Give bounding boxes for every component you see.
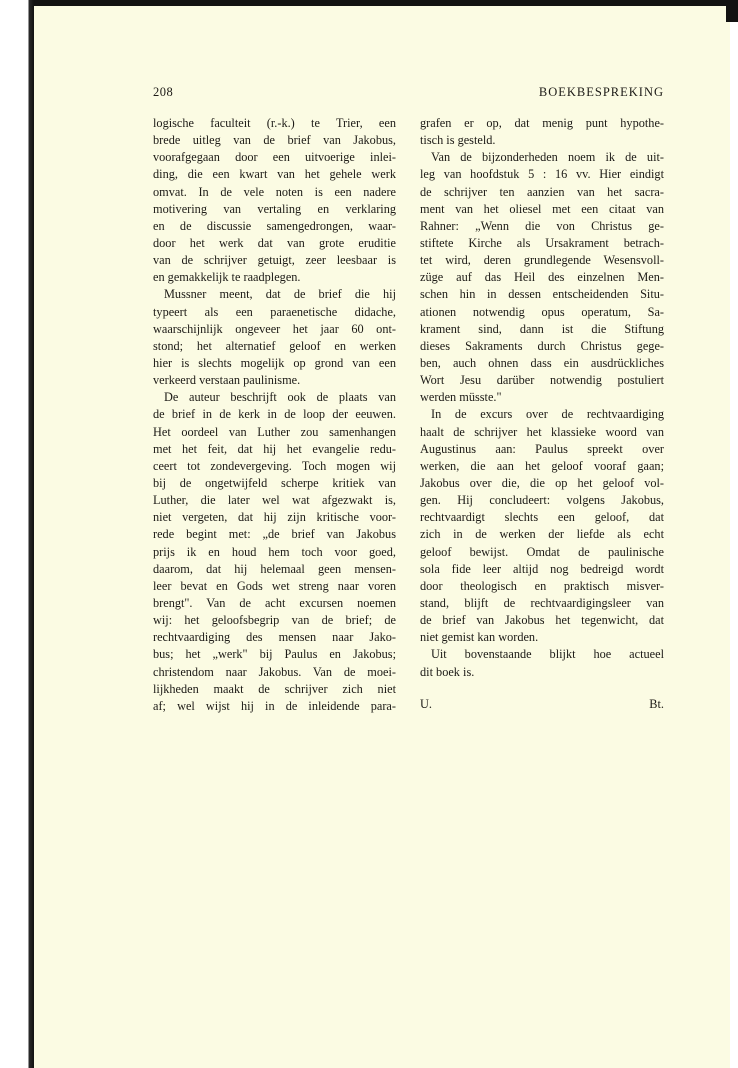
- signature-left: U.: [420, 697, 432, 711]
- text-line: en de discussie samengedrongen, waar-: [153, 218, 396, 233]
- text-line: geloof bewijst. Omdat de paulinische: [420, 544, 664, 559]
- text-line: ding, die een kwart van het gehele werk: [153, 167, 396, 182]
- text-line: brengt". Van de acht excursen noemen: [153, 595, 396, 610]
- text-line: stond; het alternatief geloof en werken: [153, 338, 396, 353]
- scan-corner-mark: [726, 0, 738, 22]
- page-number: 208: [153, 85, 174, 99]
- text-line: rechtvaardigt slechts een geloof, dat: [420, 510, 664, 525]
- text-line: Wort Jesu darüber notwendig postuliert: [420, 373, 664, 388]
- text-line: sola fide leer altijd nog bedreigd wordt: [420, 561, 664, 576]
- signature-line: [420, 697, 664, 715]
- text-line: Luther, die later wel wat afgezwakt is,: [153, 493, 396, 508]
- text-line: voorafgegaan door een uitvoerige inlei-: [153, 150, 396, 165]
- text-line: door theologisch en praktisch misver-: [420, 578, 664, 593]
- text-line: Mussner meent, dat de brief die hij: [164, 287, 396, 302]
- text-line: In de excurs over de rechtvaardiging: [431, 407, 664, 422]
- text-line: ceert tot zondevergeving. Toch mogen wij: [153, 458, 396, 473]
- text-line: en gemakkelijk te raadplegen.: [153, 270, 301, 285]
- text-line: ment van het oliesel met een citaat van: [420, 201, 664, 216]
- text-line: werken, die aan het geloof vooraf gaan;: [420, 458, 664, 473]
- text-line: prijs ik en houd hem toch voor goed,: [153, 544, 396, 559]
- text-line: van de schrijver getuigt, zeer leesbaar is: [153, 253, 396, 268]
- left-column: [153, 115, 396, 715]
- text-line: ationen notwendig opus operatum, Sa-: [420, 304, 664, 319]
- text-line: rede begint met: „de brief van Jakobus: [153, 527, 396, 542]
- text-line: verkeerd verstaan paulinisme.: [153, 373, 301, 388]
- text-line: gen. Hij concludeert: volgens Jakobus,: [420, 493, 664, 508]
- text-line: werden müsste.": [420, 390, 502, 405]
- text-line: De auteur beschrijft ook de plaats van: [164, 390, 396, 405]
- signature-right: Bt.: [649, 697, 664, 711]
- text-line: daarom, dat hij helemaal geen mensen-: [153, 561, 396, 576]
- text-line: waarschijnlijk ongeveer het jaar 60 ont-: [153, 321, 396, 336]
- text-line: met het feit, dat hij het evangelie redu-: [153, 441, 396, 456]
- text-line: wij: het geloofsbegrip van de brief; de: [153, 613, 396, 628]
- text-line: stand, blijft de rechtvaardigingsleer van: [420, 595, 664, 610]
- text-line: dieses Sakraments durch Christus gege-: [420, 338, 664, 353]
- text-line: motivering van vertaling en verklaring: [153, 201, 396, 216]
- text-line: haalt de schrijver het klassieke woord van: [420, 424, 664, 439]
- text-line: Het oordeel van Luther zou samenhangen: [153, 424, 396, 439]
- text-line: grafen er op, dat menig punt hypothe-: [420, 116, 664, 130]
- text-line: ben, auch ohnen dass ein ausdrückliches: [420, 355, 664, 370]
- text-line: hier is slechts mogelijk op grond van een: [153, 355, 396, 370]
- text-line: Jakobus over die, die op het geloof vol-: [420, 475, 664, 490]
- text-line: bus; het „werk" bij Paulus en Jakobus;: [153, 647, 396, 662]
- text-line: Uit bovenstaande blijkt hoe actueel: [431, 647, 664, 662]
- text-line: de brief in de kerk in de loop der eeuwen.: [153, 407, 396, 422]
- text-line: rechtvaardiging des mensen naar Jako-: [153, 630, 396, 645]
- text-line: brede uitleg van de brief van Jakobus,: [153, 133, 396, 148]
- text-line: schen hin in dessen entscheidenden Situ-: [420, 287, 664, 302]
- scan-right-edge: [730, 0, 738, 1068]
- running-title: BOEKBESPREKING: [538, 85, 664, 99]
- text-line: zich in de werken der liefde als echt: [420, 527, 664, 542]
- text-line: bij de ongetwijfeld scherpe kritiek van: [153, 475, 396, 490]
- text-line: tisch is gesteld.: [420, 133, 496, 148]
- scan-left-edge: [0, 0, 34, 1068]
- text-line: züge auf das Heil des einzelnen Men-: [420, 270, 664, 285]
- text-line: niet gemist kan worden.: [420, 630, 539, 645]
- text-line: de brief van Jakobus het tegenwicht, dat: [420, 613, 664, 628]
- text-line: dit boek is.: [420, 664, 475, 679]
- text-line: logische faculteit (r.-k.) te Trier, een: [153, 116, 396, 130]
- right-column: [420, 115, 664, 681]
- text-line: de schrijver ten aanzien van het sacra-: [420, 184, 664, 199]
- text-line: tet wird, deren grundlegende Wesensvoll-: [420, 253, 664, 268]
- text-line: leer bevat en Gods wet streng naar voren: [153, 578, 396, 593]
- text-line: typeert als een paraenetische didache,: [153, 304, 396, 319]
- text-line: Augustinus aan: Paulus spreekt over: [420, 441, 664, 456]
- text-line: niet vergeten, dat hij zijn kritische voor-: [153, 510, 396, 525]
- text-line: leg van hoofdstuk 5 : 16 vv. Hier eindigt: [420, 167, 664, 182]
- text-line: omvat. In de vele noten is een nadere: [153, 184, 396, 199]
- text-line: christendom naar Jakobus. Van de moei-: [153, 664, 396, 679]
- scan-top-edge: [34, 0, 738, 6]
- text-line: Rahner: „Wenn die von Christus ge-: [420, 218, 664, 233]
- running-header: [153, 85, 664, 103]
- text-line: stiftete Kirche als Ursakrament betrach-: [420, 235, 664, 250]
- text-line: krament sind, dann ist die Stiftung: [420, 321, 664, 336]
- text-line: Van de bijzonderheden noem ik de uit-: [431, 150, 664, 165]
- text-line: lijkheden maakt de schrijver zich niet: [153, 681, 396, 696]
- text-line: door het werk dat van grote eruditie: [153, 235, 396, 250]
- text-line: af; wel wijst hij in de inleidende para-: [153, 698, 396, 713]
